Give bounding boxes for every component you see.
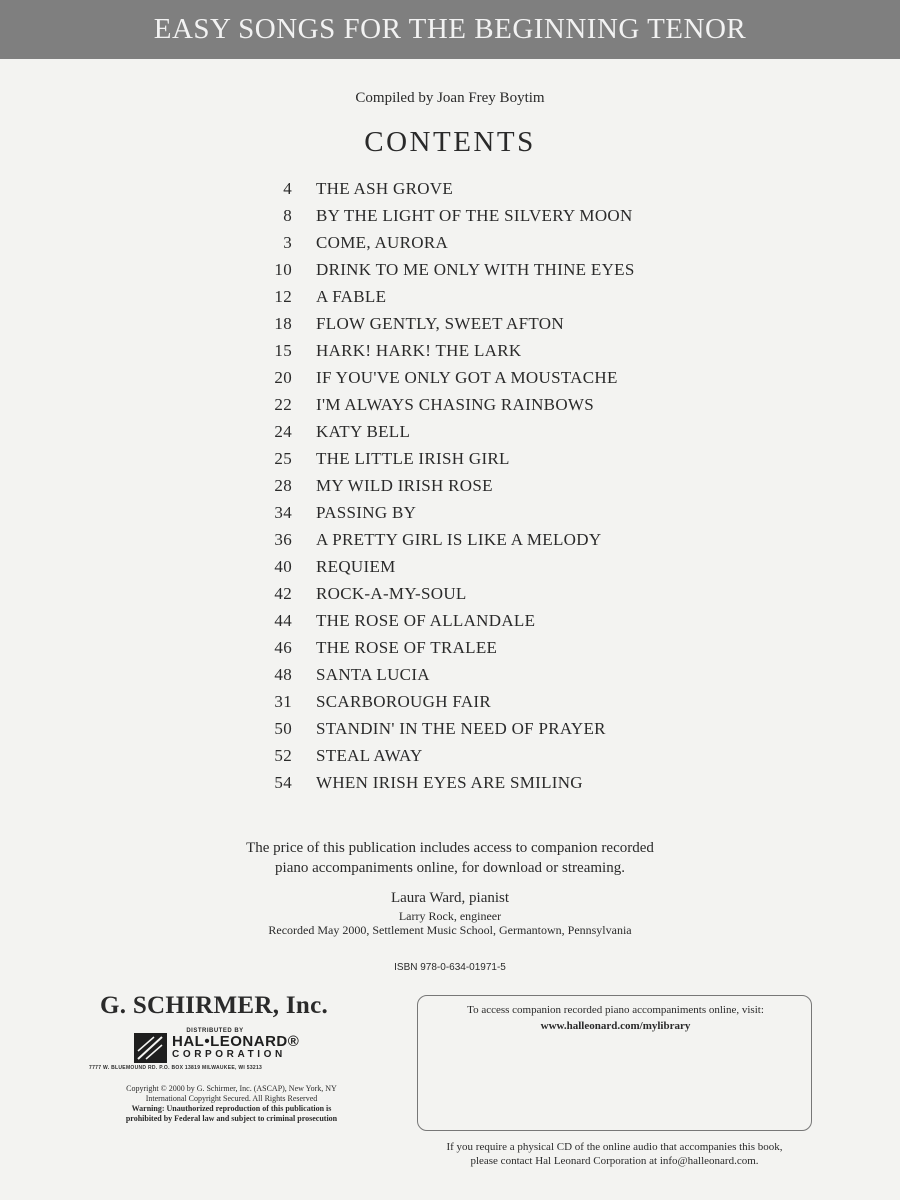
toc-row — [0, 692, 900, 719]
toc-page-number: 18 — [274, 314, 292, 333]
toc-row — [0, 206, 900, 233]
toc-row — [0, 233, 900, 260]
toc-page-number: 24 — [274, 422, 292, 441]
toc-page-number: 31 — [274, 692, 292, 711]
toc-row — [0, 287, 900, 314]
toc-row — [0, 341, 900, 368]
toc-row — [0, 503, 900, 530]
toc-page-number: 3 — [283, 233, 292, 252]
toc-page-number: 15 — [274, 341, 292, 360]
toc-song-title: PASSING BY — [316, 503, 417, 522]
book-title: EASY SONGS FOR THE BEGINNING TENOR — [153, 13, 747, 45]
compiler-credit: Compiled by Joan Frey Boytim — [355, 90, 545, 106]
distributor-corp: CORPORATION — [172, 1049, 286, 1060]
toc-song-title: KATY BELL — [316, 422, 411, 441]
toc-song-title: A PRETTY GIRL IS LIKE A MELODY — [316, 530, 602, 549]
toc-row — [0, 179, 900, 206]
toc-song-title: THE ASH GROVE — [316, 179, 454, 198]
toc-page-number: 48 — [274, 665, 292, 684]
toc-song-title: HARK! HARK! THE LARK — [316, 341, 522, 360]
toc-row — [0, 557, 900, 584]
contents-heading: CONTENTS — [364, 126, 536, 158]
toc-page-number: 40 — [274, 557, 292, 576]
toc-page-number: 22 — [274, 395, 292, 414]
toc-row — [0, 611, 900, 638]
toc-song-title: FLOW GENTLY, SWEET AFTON — [316, 314, 564, 333]
publisher-name: G. SCHIRMER, Inc. — [100, 992, 329, 1019]
toc-song-title: MY WILD IRISH ROSE — [316, 476, 493, 495]
toc-page-number: 8 — [283, 206, 292, 225]
toc-row — [0, 746, 900, 773]
access-url-link[interactable]: www.halleonard.com/mylibrary — [540, 1020, 691, 1032]
engineer-credit: Larry Rock, engineer — [398, 909, 502, 923]
hal-leonard-logo — [134, 1033, 324, 1065]
distributor-address: 7777 W. BLUEMOUND RD. P.O. BOX 13819 MILWAUKEE, WI 53213 — [89, 1065, 263, 1071]
toc-row — [0, 314, 900, 341]
distributed-by-label: DISTRIBUTED BY — [186, 1028, 244, 1034]
toc-page-number: 12 — [274, 287, 292, 306]
copyright-notice: Copyright © 2000 by G. Schirmer, Inc. (ASCAP), New York, NY International Copyright Secured. All Rights Reserved Warning: Unauthorized reproduction of this publication is prohibited by Federal law and subject to criminal prosecution — [125, 1084, 338, 1123]
toc-page-number: 20 — [274, 368, 292, 387]
toc-page-number: 50 — [274, 719, 292, 738]
toc-song-title: DRINK TO ME ONLY WITH THINE EYES — [316, 260, 635, 279]
toc-page-number: 28 — [274, 476, 292, 495]
toc-row — [0, 530, 900, 557]
toc-page-number: 25 — [274, 449, 292, 468]
access-instructions: To access companion recorded piano accompaniments online, visit: — [467, 1004, 764, 1016]
distributor-name: HAL•LEONARD® — [172, 1033, 300, 1050]
toc-page-number: 46 — [274, 638, 292, 657]
toc-song-title: THE ROSE OF ALLANDALE — [316, 611, 536, 630]
toc-row — [0, 638, 900, 665]
toc-row — [0, 719, 900, 746]
toc-song-title: STANDIN' IN THE NEED OF PRAYER — [316, 719, 606, 738]
toc-page-number: 44 — [274, 611, 292, 630]
toc-song-title: THE ROSE OF TRALEE — [316, 638, 498, 657]
price-note: The price of this publication includes access to companion recorded piano accompaniments online, for download or streaming. — [246, 840, 654, 876]
toc-song-title: BY THE LIGHT OF THE SILVERY MOON — [316, 206, 633, 225]
toc-song-title: I'M ALWAYS CHASING RAINBOWS — [316, 395, 594, 414]
toc-row — [0, 368, 900, 395]
hal-leonard-logo-icon — [134, 1033, 167, 1063]
toc-song-title: IF YOU'VE ONLY GOT A MOUSTACHE — [316, 368, 618, 387]
toc-page-number: 42 — [274, 584, 292, 603]
toc-song-title: WHEN IRISH EYES ARE SMILING — [316, 773, 583, 792]
online-access-box — [417, 995, 812, 1131]
toc-page-number: 36 — [274, 530, 292, 549]
toc-row — [0, 449, 900, 476]
toc-page-number: 34 — [274, 503, 292, 522]
recording-info: Recorded May 2000, Settlement Music School, Germantown, Pennsylvania — [268, 923, 632, 937]
pianist-credit: Laura Ward, pianist — [390, 890, 510, 906]
toc-row — [0, 422, 900, 449]
toc-row — [0, 584, 900, 611]
toc-song-title: SANTA LUCIA — [316, 665, 430, 684]
toc-page-number: 54 — [274, 773, 292, 792]
toc-row — [0, 395, 900, 422]
toc-song-title: ROCK-A-MY-SOUL — [316, 584, 467, 603]
header-banner — [0, 0, 900, 59]
cd-request-note: If you require a physical CD of the online audio that accompanies this book, please contact Hal Leonard Corporation at info@halleonard.com. — [446, 1141, 783, 1167]
toc-song-title: COME, AURORA — [316, 233, 449, 252]
toc-song-title: SCARBOROUGH FAIR — [316, 692, 491, 711]
toc-row — [0, 665, 900, 692]
toc-page-number: 4 — [283, 179, 292, 198]
toc-page-number: 52 — [274, 746, 292, 765]
toc-song-title: A FABLE — [316, 287, 387, 306]
toc-page-number: 10 — [274, 260, 292, 279]
toc-row — [0, 476, 900, 503]
toc-song-title: REQUIEM — [316, 557, 396, 576]
toc-song-title: STEAL AWAY — [316, 746, 423, 765]
toc-row — [0, 260, 900, 287]
toc-row — [0, 773, 900, 800]
isbn: ISBN 978-0-634-01971-5 — [394, 962, 506, 973]
toc-song-title: THE LITTLE IRISH GIRL — [316, 449, 510, 468]
